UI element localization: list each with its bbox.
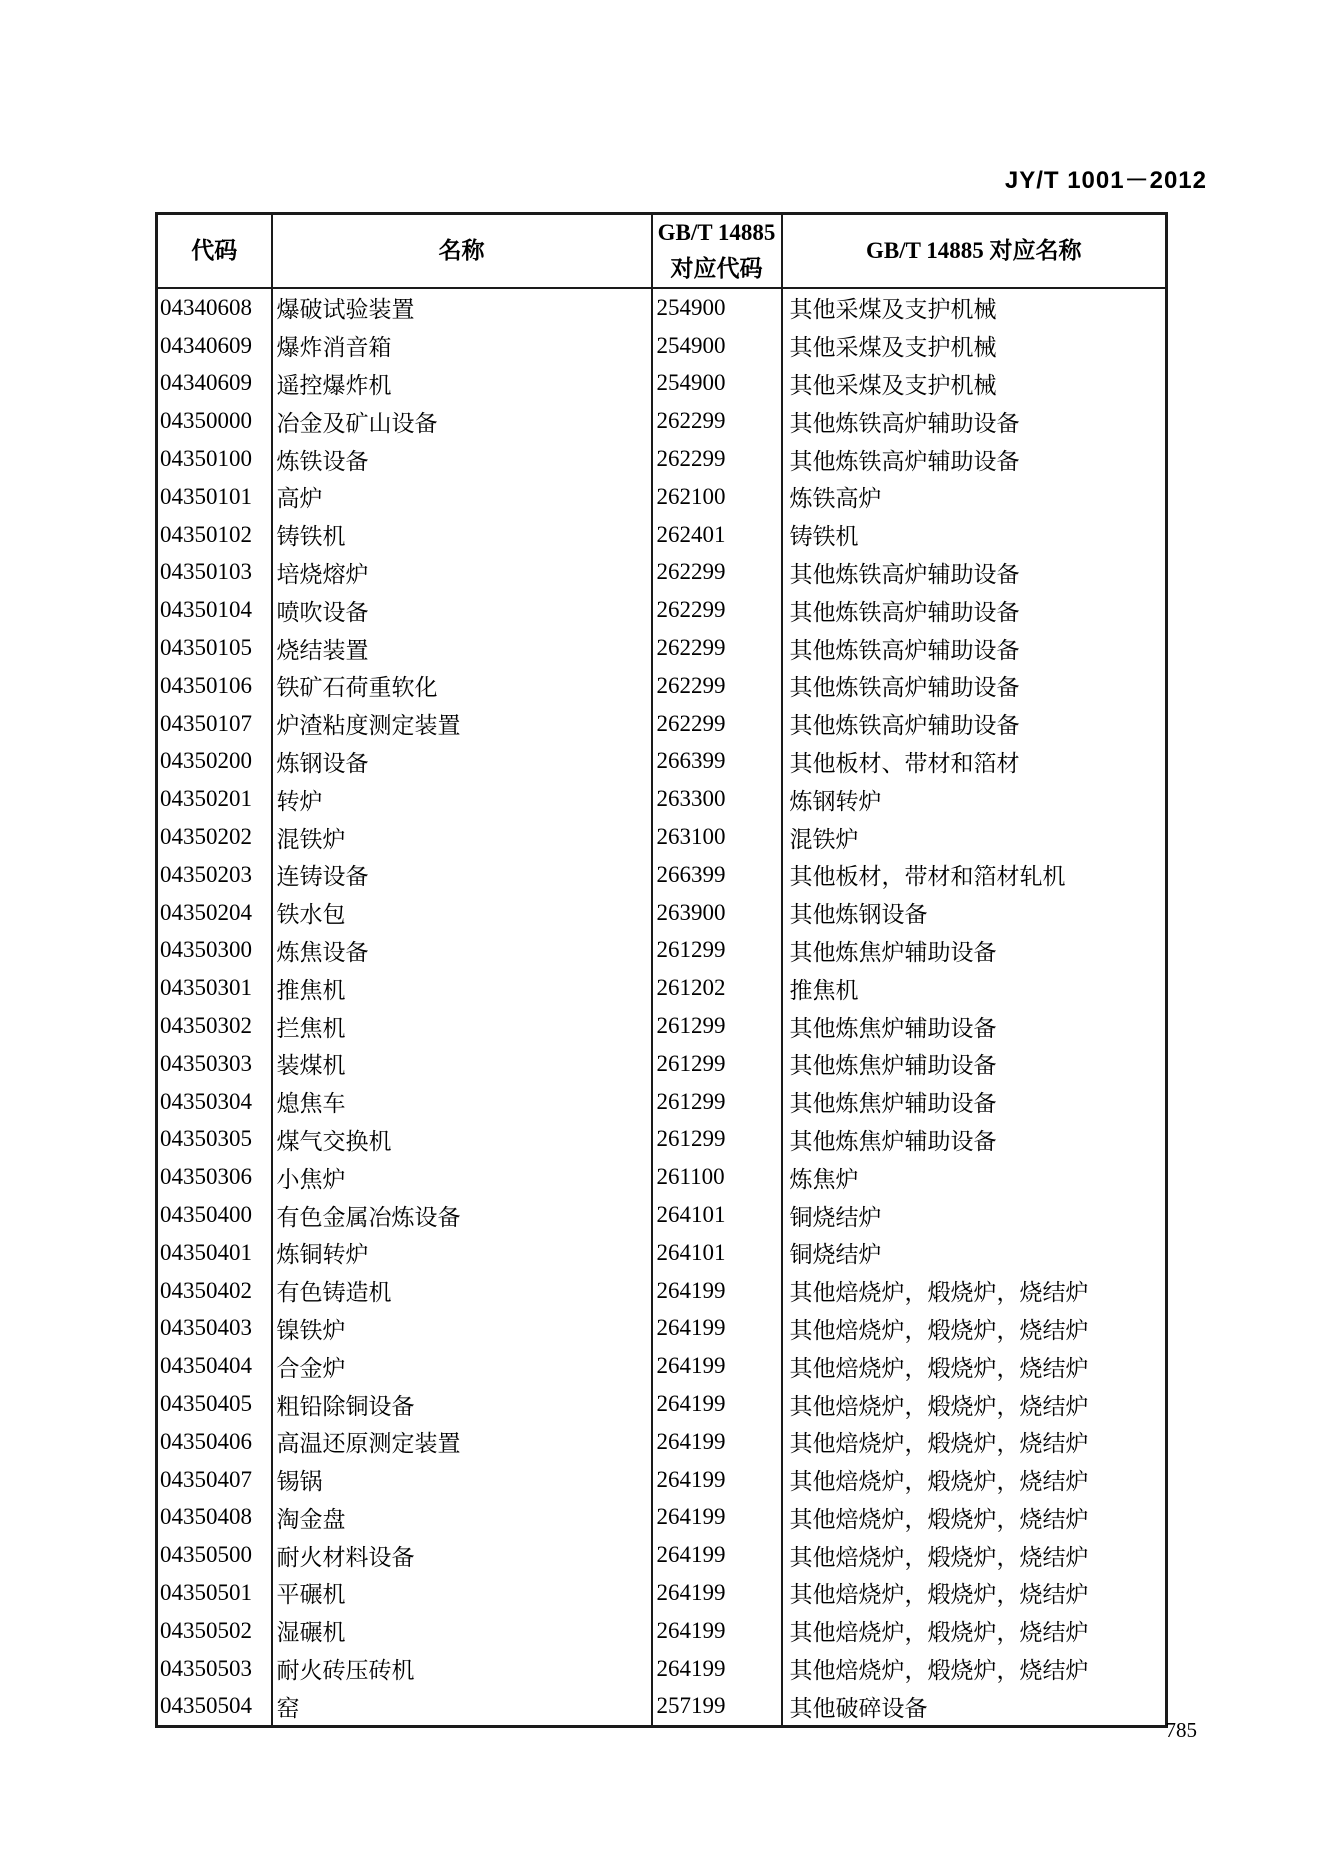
cell-code: 04350306 bbox=[160, 1164, 252, 1190]
cell-gbt-code: 254900 bbox=[652, 365, 782, 403]
cell-name: 有色金属冶炼设备 bbox=[272, 1196, 652, 1234]
table-row bbox=[157, 1650, 1167, 1688]
page-number: 785 bbox=[1165, 1718, 1197, 1742]
cell-code: 04350407 bbox=[160, 1466, 252, 1492]
cell-gbt-code: 254900 bbox=[652, 288, 782, 327]
cell-gbt-name: 其他炼焦炉辅助设备 bbox=[782, 932, 1167, 970]
cell-gbt-code: 264199 bbox=[652, 1385, 782, 1423]
cell-code: 04350501 bbox=[160, 1579, 252, 1605]
cell-gbt-name: 其他板材、带材和箔材 bbox=[782, 743, 1167, 781]
cell-gbt-code: 262100 bbox=[652, 478, 782, 516]
cell-gbt-name: 其他炼铁高炉辅助设备 bbox=[782, 629, 1167, 667]
table-row bbox=[157, 1574, 1167, 1612]
cell-name: 锡锅 bbox=[272, 1461, 652, 1499]
cell-gbt-code: 264101 bbox=[652, 1196, 782, 1234]
cell-name: 湿碾机 bbox=[272, 1612, 652, 1650]
table-body bbox=[157, 288, 1167, 1727]
cell-code: 04350102 bbox=[160, 521, 252, 547]
table-row bbox=[157, 1499, 1167, 1537]
header-gbt-name: GB/T 14885 对应名称 bbox=[782, 214, 1167, 289]
header-gbt-code-line1: GB/T 14885 bbox=[657, 220, 776, 246]
cell-gbt-code: 262299 bbox=[652, 440, 782, 478]
table-row bbox=[157, 1612, 1167, 1650]
cell-name: 连铸设备 bbox=[272, 856, 652, 894]
cell-code: 04350403 bbox=[160, 1315, 252, 1341]
table-row bbox=[157, 1196, 1167, 1234]
cell-gbt-code: 262299 bbox=[652, 629, 782, 667]
cell-gbt-name: 其他采煤及支护机械 bbox=[782, 365, 1167, 403]
cell-code: 04350404 bbox=[160, 1353, 252, 1379]
cell-gbt-name: 铸铁机 bbox=[782, 516, 1167, 554]
cell-gbt-name: 其他采煤及支护机械 bbox=[782, 327, 1167, 365]
cell-gbt-code: 264199 bbox=[652, 1499, 782, 1537]
cell-gbt-name: 其他焙烧炉，煅烧炉，烧结炉 bbox=[782, 1385, 1167, 1423]
cell-gbt-name: 其他焙烧炉，煅烧炉，烧结炉 bbox=[782, 1423, 1167, 1461]
cell-gbt-name: 其他焙烧炉，煅烧炉，烧结炉 bbox=[782, 1612, 1167, 1650]
table-row bbox=[157, 932, 1167, 970]
cell-code: 04350100 bbox=[160, 446, 252, 472]
cell-code: 04350305 bbox=[160, 1126, 252, 1152]
cell-code: 04350400 bbox=[160, 1202, 252, 1228]
cell-gbt-name: 其他炼铁高炉辅助设备 bbox=[782, 554, 1167, 592]
table-row bbox=[157, 554, 1167, 592]
table-row bbox=[157, 1385, 1167, 1423]
table-row bbox=[157, 629, 1167, 667]
cell-name: 培烧熔炉 bbox=[272, 554, 652, 592]
cell-name: 转炉 bbox=[272, 780, 652, 818]
table-row bbox=[157, 856, 1167, 894]
cell-name: 推焦机 bbox=[272, 969, 652, 1007]
cell-code: 04350504 bbox=[160, 1693, 252, 1719]
cell-gbt-code: 261299 bbox=[652, 1007, 782, 1045]
cell-gbt-code: 263300 bbox=[652, 780, 782, 818]
cell-code: 04350105 bbox=[160, 635, 252, 661]
cell-code: 04350106 bbox=[160, 672, 252, 698]
cell-gbt-name: 炼钢转炉 bbox=[782, 780, 1167, 818]
cell-gbt-name: 其他焙烧炉，煅烧炉，烧结炉 bbox=[782, 1499, 1167, 1537]
cell-gbt-code: 257199 bbox=[652, 1687, 782, 1726]
cell-name: 烧结装置 bbox=[272, 629, 652, 667]
cell-gbt-name: 其他板材，带材和箔材轧机 bbox=[782, 856, 1167, 894]
cell-gbt-name: 其他炼钢设备 bbox=[782, 894, 1167, 932]
cell-code: 04350101 bbox=[160, 483, 252, 509]
cell-code: 04340609 bbox=[160, 370, 252, 396]
cell-gbt-code: 261299 bbox=[652, 1121, 782, 1159]
cell-code: 04350401 bbox=[160, 1239, 252, 1265]
cell-gbt-code: 262299 bbox=[652, 591, 782, 629]
cell-code: 04350300 bbox=[160, 937, 252, 963]
cell-gbt-code: 264199 bbox=[652, 1347, 782, 1385]
cell-gbt-code: 263100 bbox=[652, 818, 782, 856]
cell-code: 04350203 bbox=[160, 861, 252, 887]
cell-gbt-name: 其他焙烧炉，煅烧炉，烧结炉 bbox=[782, 1650, 1167, 1688]
cell-name: 炼铜转炉 bbox=[272, 1234, 652, 1272]
table-row bbox=[157, 327, 1167, 365]
header-code: 代码 bbox=[157, 214, 272, 289]
cell-code: 04350302 bbox=[160, 1013, 252, 1039]
table-header bbox=[157, 214, 1167, 289]
cell-name: 高炉 bbox=[272, 478, 652, 516]
cell-gbt-code: 264199 bbox=[652, 1461, 782, 1499]
cell-code: 04340609 bbox=[160, 332, 252, 358]
cell-gbt-code: 264101 bbox=[652, 1234, 782, 1272]
cell-gbt-code: 264199 bbox=[652, 1310, 782, 1348]
cell-name: 镍铁炉 bbox=[272, 1310, 652, 1348]
table-row bbox=[157, 1310, 1167, 1348]
table-row bbox=[157, 1423, 1167, 1461]
header-gbt-code bbox=[652, 214, 782, 289]
cell-gbt-name: 其他采煤及支护机械 bbox=[782, 288, 1167, 327]
cell-gbt-name: 其他炼焦炉辅助设备 bbox=[782, 1121, 1167, 1159]
cell-code: 04350408 bbox=[160, 1504, 252, 1530]
cell-name: 装煤机 bbox=[272, 1045, 652, 1083]
table-row bbox=[157, 440, 1167, 478]
cell-gbt-code: 262299 bbox=[652, 667, 782, 705]
header-row bbox=[157, 214, 1167, 289]
cell-code: 04350405 bbox=[160, 1391, 252, 1416]
table-row bbox=[157, 1083, 1167, 1121]
cell-name: 熄焦车 bbox=[272, 1083, 652, 1121]
table-row bbox=[157, 591, 1167, 629]
cell-code: 04350202 bbox=[160, 824, 252, 850]
table-row bbox=[157, 780, 1167, 818]
table-row bbox=[157, 1121, 1167, 1159]
code-mapping-table bbox=[155, 212, 1168, 1728]
cell-gbt-code: 261299 bbox=[652, 1083, 782, 1121]
cell-name: 炼铁设备 bbox=[272, 440, 652, 478]
cell-name: 铁水包 bbox=[272, 894, 652, 932]
cell-name: 冶金及矿山设备 bbox=[272, 402, 652, 440]
table-row bbox=[157, 1158, 1167, 1196]
cell-gbt-code: 262299 bbox=[652, 402, 782, 440]
cell-gbt-name: 其他炼铁高炉辅助设备 bbox=[782, 402, 1167, 440]
cell-name: 混铁炉 bbox=[272, 818, 652, 856]
table-row bbox=[157, 667, 1167, 705]
cell-name: 爆破试验装置 bbox=[272, 288, 652, 327]
header-name: 名称 bbox=[272, 214, 652, 289]
cell-code: 04350303 bbox=[160, 1050, 252, 1076]
cell-name: 铸铁机 bbox=[272, 516, 652, 554]
table-row bbox=[157, 365, 1167, 403]
table-row bbox=[157, 1234, 1167, 1272]
table-row bbox=[157, 705, 1167, 743]
cell-name: 遥控爆炸机 bbox=[272, 365, 652, 403]
cell-gbt-code: 254900 bbox=[652, 327, 782, 365]
cell-gbt-name: 炼铁高炉 bbox=[782, 478, 1167, 516]
cell-gbt-name: 其他焙烧炉，煅烧炉，烧结炉 bbox=[782, 1347, 1167, 1385]
cell-name: 粗铅除铜设备 bbox=[272, 1385, 652, 1423]
cell-gbt-name: 其他炼焦炉辅助设备 bbox=[782, 1007, 1167, 1045]
cell-gbt-code: 264199 bbox=[652, 1650, 782, 1688]
cell-code: 04350201 bbox=[160, 786, 252, 812]
cell-gbt-name: 其他焙烧炉，煅烧炉，烧结炉 bbox=[782, 1461, 1167, 1499]
table-row bbox=[157, 1272, 1167, 1310]
cell-gbt-name: 其他炼铁高炉辅助设备 bbox=[782, 667, 1167, 705]
cell-gbt-name: 混铁炉 bbox=[782, 818, 1167, 856]
cell-gbt-name: 其他炼铁高炉辅助设备 bbox=[782, 705, 1167, 743]
cell-name: 高温还原测定装置 bbox=[272, 1423, 652, 1461]
cell-code: 04350103 bbox=[160, 559, 252, 585]
cell-gbt-name: 其他炼焦炉辅助设备 bbox=[782, 1045, 1167, 1083]
table-row bbox=[157, 478, 1167, 516]
cell-code: 04350000 bbox=[160, 408, 252, 434]
cell-gbt-code: 264199 bbox=[652, 1574, 782, 1612]
cell-gbt-code: 266399 bbox=[652, 856, 782, 894]
cell-name: 耐火材料设备 bbox=[272, 1536, 652, 1574]
cell-gbt-code: 263900 bbox=[652, 894, 782, 932]
cell-gbt-name: 铜烧结炉 bbox=[782, 1234, 1167, 1272]
table-row bbox=[157, 516, 1167, 554]
cell-gbt-name: 其他炼铁高炉辅助设备 bbox=[782, 591, 1167, 629]
cell-code: 04340608 bbox=[160, 294, 252, 320]
cell-code: 04350500 bbox=[160, 1542, 252, 1568]
cell-name: 铁矿石荷重软化 bbox=[272, 667, 652, 705]
cell-gbt-name: 铜烧结炉 bbox=[782, 1196, 1167, 1234]
cell-gbt-code: 261299 bbox=[652, 932, 782, 970]
cell-gbt-name: 其他炼焦炉辅助设备 bbox=[782, 1083, 1167, 1121]
cell-name: 炼钢设备 bbox=[272, 743, 652, 781]
table-row bbox=[157, 1347, 1167, 1385]
cell-code: 04350104 bbox=[160, 597, 252, 623]
cell-gbt-code: 266399 bbox=[652, 743, 782, 781]
cell-code: 04350304 bbox=[160, 1088, 252, 1114]
cell-gbt-code: 264199 bbox=[652, 1536, 782, 1574]
table-row bbox=[157, 969, 1167, 1007]
table-row bbox=[157, 818, 1167, 856]
table-row bbox=[157, 1461, 1167, 1499]
cell-code: 04350204 bbox=[160, 899, 252, 925]
cell-gbt-code: 261299 bbox=[652, 1045, 782, 1083]
table-row bbox=[157, 1007, 1167, 1045]
cell-code: 04350502 bbox=[160, 1617, 252, 1643]
cell-gbt-name: 推焦机 bbox=[782, 969, 1167, 1007]
cell-name: 煤气交换机 bbox=[272, 1121, 652, 1159]
cell-gbt-code: 262299 bbox=[652, 705, 782, 743]
standard-number-title: JY/T 1001－2012 bbox=[1004, 167, 1207, 194]
cell-gbt-name: 其他破碎设备 bbox=[782, 1687, 1167, 1726]
cell-gbt-code: 262299 bbox=[652, 554, 782, 592]
cell-name: 有色铸造机 bbox=[272, 1272, 652, 1310]
table-row bbox=[157, 743, 1167, 781]
cell-gbt-code: 264199 bbox=[652, 1272, 782, 1310]
table-row bbox=[157, 402, 1167, 440]
cell-gbt-name: 其他焙烧炉，煅烧炉，烧结炉 bbox=[782, 1310, 1167, 1348]
cell-name: 耐火砖压砖机 bbox=[272, 1650, 652, 1688]
cell-gbt-name: 其他炼铁高炉辅助设备 bbox=[782, 440, 1167, 478]
cell-gbt-name: 炼焦炉 bbox=[782, 1158, 1167, 1196]
cell-name: 淘金盘 bbox=[272, 1499, 652, 1537]
table-row bbox=[157, 1687, 1167, 1726]
cell-gbt-name: 其他焙烧炉，煅烧炉，烧结炉 bbox=[782, 1574, 1167, 1612]
table-row bbox=[157, 288, 1167, 327]
cell-name: 小焦炉 bbox=[272, 1158, 652, 1196]
cell-name: 炼焦设备 bbox=[272, 932, 652, 970]
cell-code: 04350200 bbox=[160, 748, 252, 774]
cell-gbt-code: 261100 bbox=[652, 1158, 782, 1196]
cell-code: 04350406 bbox=[160, 1428, 252, 1454]
table-row bbox=[157, 894, 1167, 932]
table-row bbox=[157, 1045, 1167, 1083]
cell-name: 平碾机 bbox=[272, 1574, 652, 1612]
cell-code: 04350402 bbox=[160, 1277, 252, 1303]
cell-gbt-name: 其他焙烧炉，煅烧炉，烧结炉 bbox=[782, 1536, 1167, 1574]
cell-gbt-name: 其他焙烧炉，煅烧炉，烧结炉 bbox=[782, 1272, 1167, 1310]
cell-code: 04350107 bbox=[160, 710, 252, 736]
header-gbt-code-line2: 对应代码 bbox=[670, 256, 763, 281]
cell-name: 合金炉 bbox=[272, 1347, 652, 1385]
cell-name: 拦焦机 bbox=[272, 1007, 652, 1045]
cell-gbt-code: 264199 bbox=[652, 1423, 782, 1461]
cell-gbt-code: 264199 bbox=[652, 1612, 782, 1650]
cell-name: 炉渣粘度测定装置 bbox=[272, 705, 652, 743]
cell-name: 爆炸消音箱 bbox=[272, 327, 652, 365]
cell-gbt-code: 262401 bbox=[652, 516, 782, 554]
cell-code: 04350301 bbox=[160, 975, 252, 1001]
cell-name: 窑 bbox=[272, 1687, 652, 1726]
cell-gbt-code: 261202 bbox=[652, 969, 782, 1007]
cell-code: 04350503 bbox=[160, 1655, 252, 1681]
cell-name: 喷吹设备 bbox=[272, 591, 652, 629]
table-row bbox=[157, 1536, 1167, 1574]
